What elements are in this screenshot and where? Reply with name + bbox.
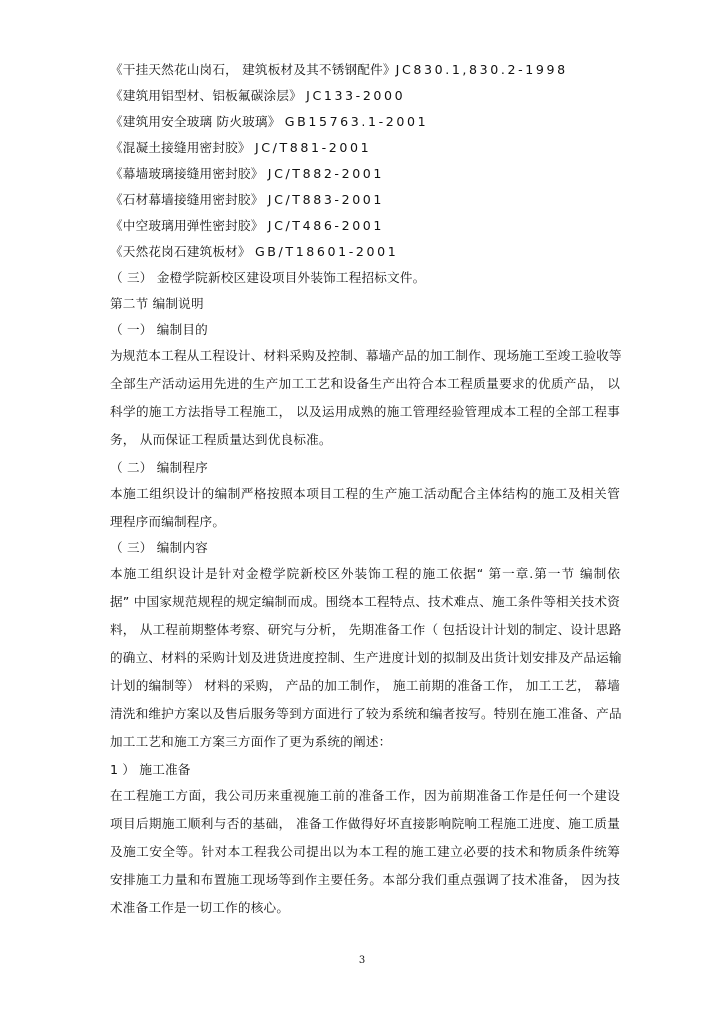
paragraph-line: 加工工艺和施工方案三方面作了更为系统的阐述： [110,734,392,749]
page-number: 3 [358,955,366,966]
paragraph-line: 在工程施工方面，我公司历来重视施工前的准备工作，因为前期准备工作是任何一个建设 [110,788,620,803]
paragraph-line: 及施工安全等。针对本工程我公司提出以为本工程的施工建立必要的技术和物质条件统筹 [110,844,620,859]
standard-code: JC/T882-2001 [267,166,385,181]
standard-code: GB/T18601-2001 [254,244,399,259]
standard-title: 《石材幕墙接缝用密封胶》 [110,192,264,207]
standard-line [110,218,620,234]
paragraph-line: 为规范本工程从工程设计、材料采购及控制、幕墙产品的加工制作、现场施工至竣工验收等 [110,348,622,363]
paragraph-line: 据” 中国家规范规程的规定编制而成。围绕本工程特点、技术难点、施工条件等相关技术资 [110,594,620,609]
subsection-title: （ 三） 编制内容 [110,540,208,555]
standard-title: 《幕墙玻璃接缝用密封胶》 [110,166,264,181]
standard-title: 《干挂天然花山岗石， 建筑板材及其不锈钢配件》 [110,62,396,77]
paragraph-line: 务， 从而保证工程质量达到优良标准。 [110,432,332,447]
standard-title: 《中空玻璃用弹性密封胶》 [110,218,264,233]
standard-code: GB15763.1-2001 [284,114,429,129]
paragraph-line: 安排施工力量和布置施工现场等到作主要任务。本部分我们重点强调了技术准备， 因为技 [110,872,620,887]
standard-title: 《天然花岗石建筑板材》 [110,244,251,259]
standard-title: 《建筑用铝型材、铝板氟碳涂层》 [110,88,302,103]
standard-line [110,62,620,78]
paragraph-line: 本施工组织设计是针对金橙学院新校区外装饰工程的施工依据“ 第一章.第一节 编制依 [110,566,620,581]
standard-code: JC830.1,830.2-1998 [395,62,568,77]
standard-code: JC/T881-2001 [254,140,372,155]
standard-line [110,192,620,208]
standard-title: 《混凝土接缝用密封胶》 [110,140,251,155]
standard-title: 《建筑用安全玻璃 防火玻璃》 [110,114,281,129]
standard-line [110,166,620,182]
standard-line [110,140,620,156]
section-title: 第二节 编制说明 [110,296,204,311]
paragraph-line: 科学的施工方法指导工程施工， 以及运用成熟的施工管理经验管理成本工程的全部工程事 [110,404,620,419]
paragraph-line: 计划的编制等） 材料的采购， 产品的加工制作， 施工前期的准备工作， 加工工艺， 幕墙 [110,678,620,693]
paragraph-line: 的确立、材料的采购计划及进货进度控制、生产进度计划的拟制及出货计划安排及产品运输 [110,650,622,665]
point-title: 1 ） 施工准备 [110,762,191,777]
paragraph-line: 全部生产活动运用先进的生产加工工艺和设备生产出符合本工程质量要求的优质产品， 以 [110,376,620,391]
standard-code: JC/T883-2001 [267,192,385,207]
standard-line [110,88,620,104]
subsection-title: （ 一） 编制目的 [110,322,208,337]
standard-line [110,244,620,260]
subsection-title: （ 二） 编制程序 [110,460,208,475]
paragraph-line: 术准备工作是一切工作的核心。 [110,900,290,915]
paragraph-line: 本施工组织设计的编制严格按照本项目工程的生产施工活动配合主体结构的施工及相关管 [110,486,620,501]
paragraph-line: 理程序而编制程序。 [110,514,226,529]
standard-code: JC133-2000 [306,88,406,103]
paragraph-line: 料， 从工程前期整体考察、研究与分析， 先期准备工作（ 包括设计计划的制定、设计思路 [110,622,622,637]
paragraph-line: 项目后期施工顺利与否的基础， 准备工作做得好坏直接影响院响工程施工进度、施工质量 [110,816,620,831]
list-item: （ 三） 金橙学院新校区建设项目外装饰工程招标文件。 [110,270,426,285]
standard-code: JC/T486-2001 [267,218,385,233]
paragraph-line: 清洗和维护方案以及售后服务等到方面进行了较为系统和编者按写。特别在施工准备、产品 [110,706,622,721]
standard-line [110,114,620,130]
